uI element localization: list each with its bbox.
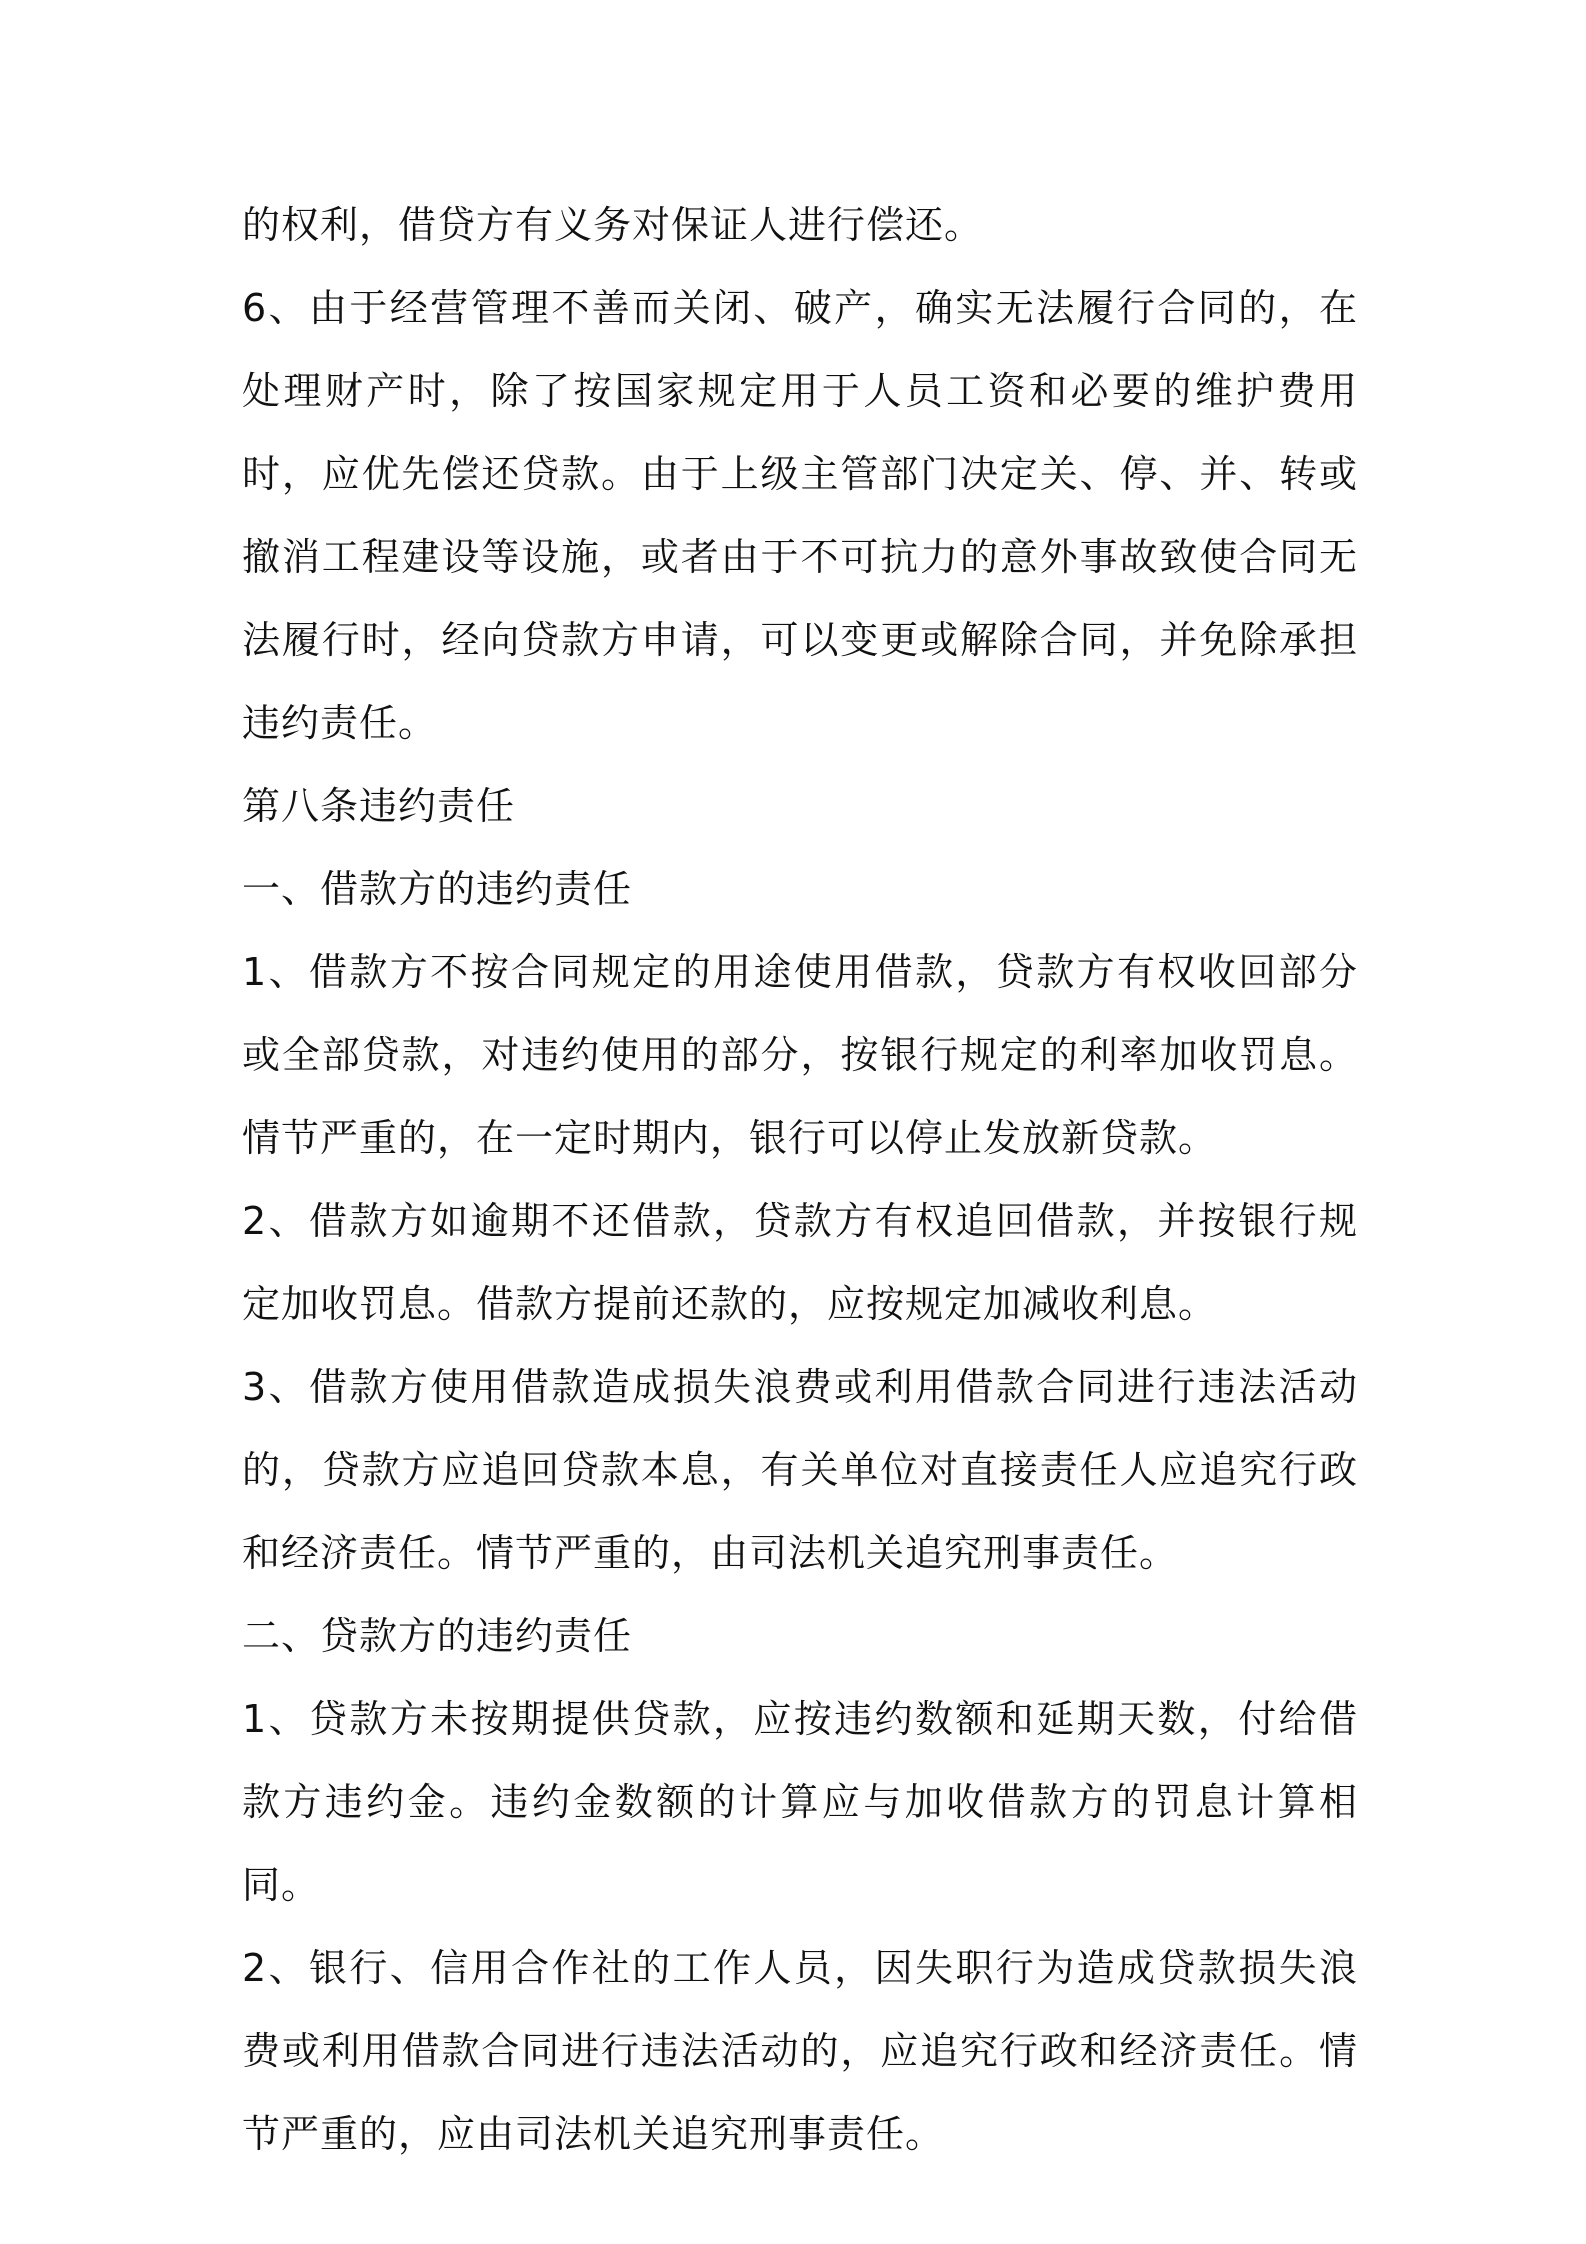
subheading-borrower-liability: 一、借款方的违约责任	[242, 867, 633, 911]
paragraph-lender-item-1: 1、贷款方未按期提供贷款，应按违约数额和延期天数，付给借款方违约金。违约金数额的计算应与加收借款方的罚息计算相同。	[242, 1697, 1358, 1907]
paragraph-borrower-item-1: 1、借款方不按合同规定的用途使用借款，贷款方有权收回部分或全部贷款，对违约使用的部分，按银行规定的利率加收罚息。情节严重的，在一定时期内，银行可以停止发放新贷款。	[242, 950, 1358, 1160]
paragraph-borrower-item-2: 2、借款方如逾期不还借款，贷款方有权追回借款，并按银行规定加收罚息。借款方提前还款的，应按规定加减收利息。	[242, 1199, 1358, 1326]
paragraph-lender-item-2: 2、银行、信用合作社的工作人员，因失职行为造成贷款损失浪费或利用借款合同进行违法活动的，应追究行政和经济责任。情节严重的，应由司法机关追究刑事责任。	[242, 1946, 1358, 2156]
paragraph-clause-6: 6、由于经营管理不善而关闭、破产，确实无法履行合同的，在处理财产时，除了按国家规定用于人员工资和必要的维护费用时，应优先偿还贷款。由于上级主管部门决定关、停、并、转或撤消工程建设等设施，或者由于不可抗力的意外事故致使合同无法履行时，经向贷款方申请，可以变更或解除合同，并免除承担违约责任。	[242, 286, 1358, 745]
paragraph-borrower-item-3: 3、借款方使用借款造成损失浪费或利用借款合同进行违法活动的，贷款方应追回贷款本息，有关单位对直接责任人应追究行政和经济责任。情节严重的，由司法机关追究刑事责任。	[242, 1365, 1358, 1575]
paragraph-continuation: 的权利，借贷方有义务对保证人进行偿还。	[242, 203, 984, 247]
subheading-lender-liability: 二、贷款方的违约责任	[242, 1614, 633, 1658]
section-heading-article-8: 第八条违约责任	[242, 784, 516, 828]
document-body	[242, 184, 1358, 2176]
